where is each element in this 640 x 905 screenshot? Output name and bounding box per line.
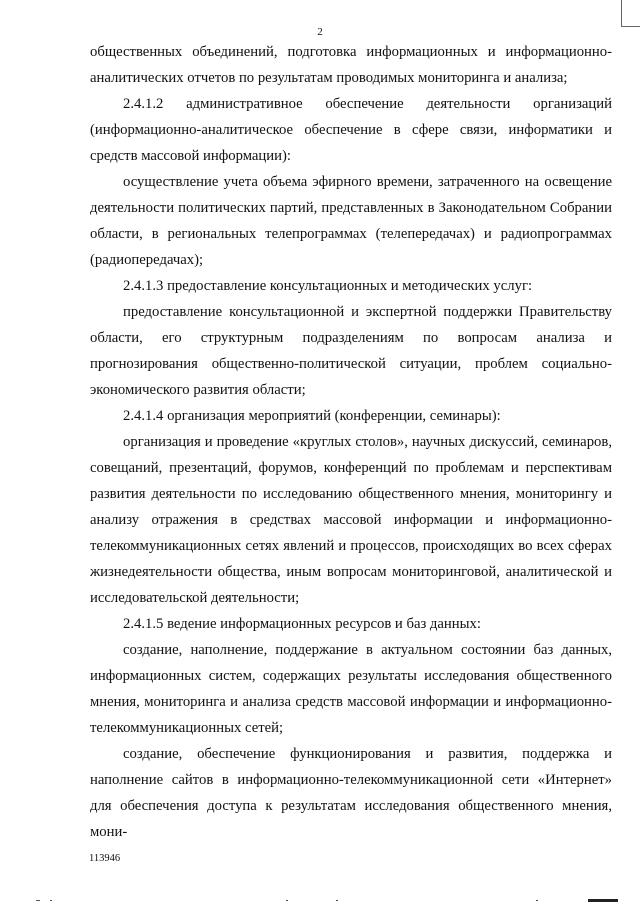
- paragraph-websites: создание, обеспечение функционирования и развития, поддержка и наполнение сайтов в информационно-телекоммуникационной сети «Интернет» для обеспечения доступа к результатам исследования общественного мнения, мони-: [90, 746, 612, 840]
- paragraph-databases: создание, наполнение, поддержание в актуальном состоянии баз данных, информационных систем, содержащих результаты исследования общественного мнения, мониторинга и анализа средств массовой информации и информационно-телекоммуникационных сетей;: [90, 642, 612, 736]
- paragraph-2-4-1-4: 2.4.1.4 организация мероприятий (конференции, семинары):: [123, 408, 501, 424]
- paragraph-consulting-support: предоставление консультационной и экспертной поддержки Правительству области, его структурным подразделениям по вопросам анализа и прогнозирования общественно-политической ситуации, проблем социально-экономического развития области;: [90, 304, 612, 398]
- paragraph-2-4-1-5: 2.4.1.5 ведение информационных ресурсов и баз данных:: [123, 616, 481, 632]
- paragraph-continuation: общественных объединений, подготовка информационных и информационно-аналитических отчетов по результатам проводимых мониторинга и анализа;: [90, 44, 612, 86]
- scan-corner-mark: [621, 0, 640, 27]
- paragraph-2-4-1-3: 2.4.1.3 предоставление консультационных и методических услуг:: [123, 278, 533, 294]
- page-number: 2: [317, 26, 323, 38]
- scan-specks: [36, 895, 606, 901]
- document-body: [90, 39, 612, 845]
- paragraph-2-4-1-2: 2.4.1.2 административное обеспечение деятельности организаций (информационно-аналитическое обеспечение в сфере связи, информатики и средств массовой информации):: [90, 96, 612, 164]
- document-code: 113946: [89, 853, 121, 864]
- paragraph-airtime-accounting: осуществление учета объема эфирного времени, затраченного на освещение деятельности политических партий, представленных в Законодательном Собрании области, в региональных телепрограммах (телепередачах) и радиопрограммах (радиопередачах);: [90, 174, 612, 268]
- scan-edge-mark: [588, 899, 618, 902]
- paragraph-events: организация и проведение «круглых столов», научных дискуссий, семинаров, совещаний, презентаций, форумов, конференций по проблемам и перспективам развития деятельности по исследованию общественного мнения, мониторингу и анализу отражения в средствах массовой информации и информационно-телекоммуникационных сетях явлений и процессов, происходящих во всех сферах жизнедеятельности общества, иным вопросам мониторинговой, аналитической и исследовательской деятельности;: [90, 434, 612, 606]
